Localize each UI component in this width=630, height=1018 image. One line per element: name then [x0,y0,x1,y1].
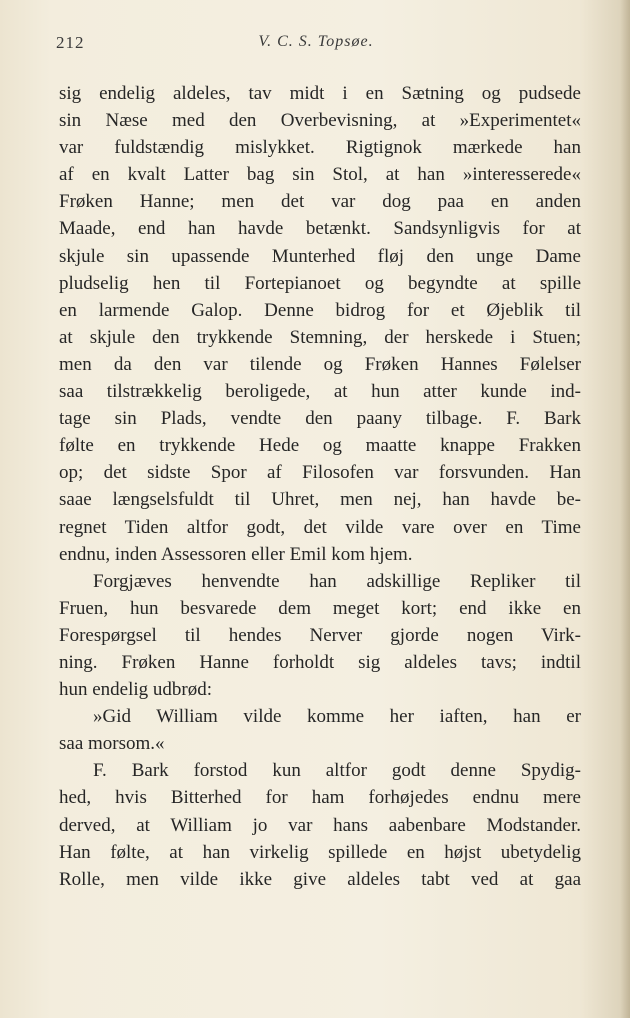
text-line: hun endelig udbrød: [59,679,213,701]
text-line: F. Bark forstod kun altfor godt denne Spydig- [93,760,581,782]
text-line: men da den var tilende og Frøken Hannes Følelser [59,353,581,375]
text-line: en larmende Galop. Denne bidrog for et Øjeblik til [59,299,581,321]
text-line: hed, hvis Bitterhed for ham forhøjedes endnu mere [59,787,581,809]
text-line: tage sin Plads, vendte den paany tilbage. F. Bark [59,408,581,430]
text-line: derved, at William jo var hans aabenbare Modstander. [59,814,581,836]
text-line: pludselig hen til Fortepianoet og begyndte at spille [59,272,581,294]
text-line: Maade, end han havde betænkt. Sandsynligvis for at [59,218,581,240]
page-header [56,33,576,57]
text-line: Han følte, at han virkelig spillede en højst ubetydelig [59,841,581,863]
text-line: saa morsom.« [59,733,165,755]
text-line: endnu, inden Assessoren eller Emil kom hjem. [59,543,413,565]
text-line: »Gid William vilde komme her iaften, han er [93,706,581,728]
text-line: saa tilstrækkelig beroligede, at hun atter kunde ind- [59,381,581,403]
text-line: regnet Tiden altfor godt, det vilde vare over en Time [59,516,581,538]
text-line: op; det sidste Spor af Filosofen var forsvunden. Han [59,462,581,484]
text-line: følte en trykkende Hede og maatte knappe Frakken [59,435,581,457]
text-line: af en kvalt Latter bag sin Stol, at han »interesserede« [59,164,581,186]
body-text [59,80,581,893]
running-head: V. C. S. Topsøe. [258,33,374,50]
text-line: var fuldstændig mislykket. Rigtignok mærkede han [59,137,581,159]
text-line: skjule sin upassende Munterhed fløj den unge Dame [59,245,581,267]
page-number: 212 [56,33,85,52]
text-line: Frøken Hanne; men det var dog paa en anden [59,191,581,213]
page-edge-shadow [620,0,630,1018]
text-line: at skjule den trykkende Stemning, der herskede i Stuen; [59,326,581,348]
text-line: Forgjæves henvendte han adskillige Repliker til [93,570,581,592]
text-line: saae længselsfuldt til Uhret, men nej, han havde be- [59,489,581,511]
text-line: Forespørgsel til hendes Nerver gjorde nogen Virk- [59,624,581,646]
text-line: Rolle, men vilde ikke give aldeles tabt ved at gaa [59,868,581,890]
text-line: sig endelig aldeles, tav midt i en Sætning og pudsede [59,83,581,104]
text-line: sin Næse med den Overbevisning, at »Experimentet« [59,110,581,132]
text-line: Fruen, hun besvarede dem meget kort; end ikke en [59,597,581,619]
text-line: ning. Frøken Hanne forholdt sig aldeles tavs; indtil [59,651,581,673]
